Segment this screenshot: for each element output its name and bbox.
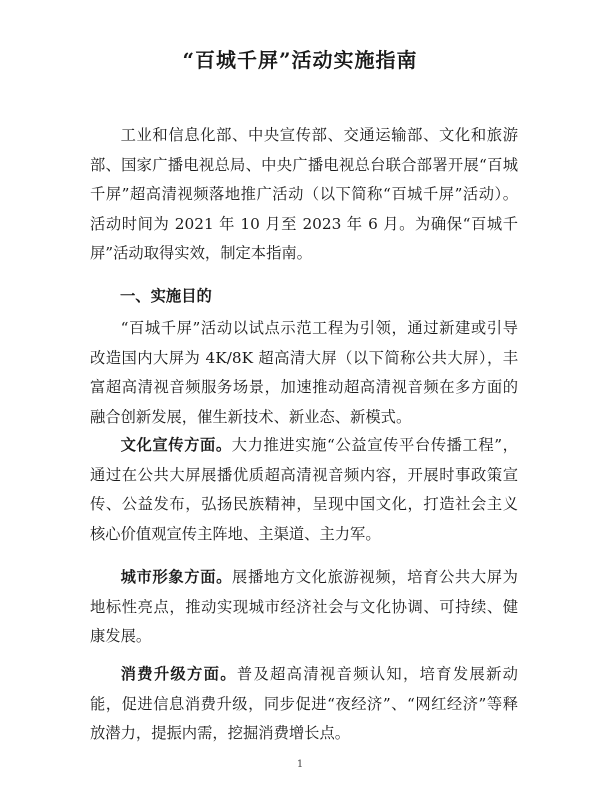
document-title: “百城千屏”活动实施指南	[182, 48, 418, 72]
intro-text: 工业和信息化部、中央宣传部、交通运输部、文化和旅游部、国家广播电视总局、中央广播电视总台联合部署开展“百城千屏”超高清视频落地推广活动（以下简称“百城千屏”活动）。活动时间为 2021 年 10 月至 2023 年 6 月。为确保“百城千屏”活动取得实效，制定本指南。	[90, 126, 518, 262]
culture-text: 大力推进实施“公益宣传平台传播工程”，通过在公共大屏展播优质超高清视音频内容，开展时事政策宣传、公益发布，弘扬民族精神，呈现中国文化，打造社会主义核心价值观宣传主阵地、主渠道、主力军。	[90, 436, 518, 543]
city-lead: 城市形象方面。	[120, 568, 233, 586]
consumption-lead: 消费升级方面。	[120, 665, 237, 683]
section-heading-purpose: 一、实施目的	[120, 287, 212, 305]
city-paragraph	[90, 563, 518, 652]
purpose-paragraph	[90, 314, 518, 432]
intro-paragraph	[90, 121, 518, 269]
page-number: 1	[296, 759, 304, 770]
consumption-text: 普及超高清视音频认知，培育发展新动能，促进信息消费升级，同步促进“夜经济”、“网红经济”等释放潜力，提振内需，挖掘消费增长点。	[90, 665, 518, 742]
culture-lead: 文化宣传方面。	[120, 436, 232, 454]
consumption-paragraph	[90, 660, 518, 749]
culture-paragraph	[90, 431, 518, 549]
purpose-text: “百城千屏”活动以试点示范工程为引领，通过新建或引导改造国内大屏为 4K/8K 超高清大屏（以下简称公共大屏），丰富超高清视音频服务场景，加速推动超高清视音频在多方面的融合创新发展，催生新技术、新业态、新模式。	[90, 319, 518, 426]
city-text: 展播地方文化旅游视频，培育公共大屏为地标性亮点，推动实现城市经济社会与文化协调、可持续、健康发展。	[90, 568, 518, 645]
